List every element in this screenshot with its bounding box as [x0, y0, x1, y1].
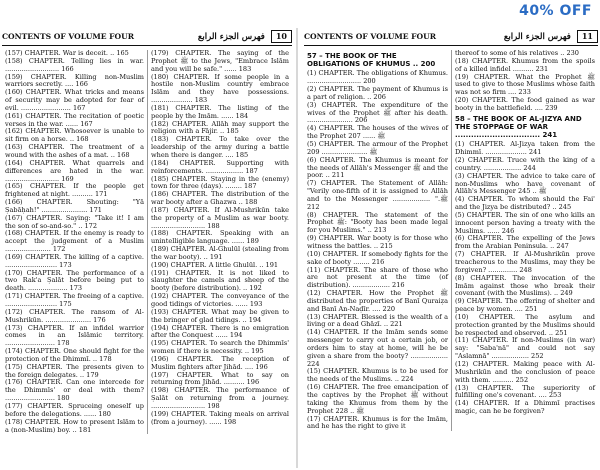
page-number: 11 — [577, 30, 598, 43]
toc-entry: (167) CHAPTER. Saying: "Take it! I am the son of so-and-so." .. 172 — [5, 213, 144, 230]
toc-entry: (18) CHAPTER. Khumus from the spoils of a killed infidel .......... 231 — [455, 56, 595, 73]
toc-entry: (183) CHAPTER. To take over the leadership of the army during a battle when there is danger. .... 185 — [151, 135, 289, 159]
toc-entry: (6) CHAPTER. The Khumus is meant for the needs of Allāh's Messenger ﷺ and the poor. .. 211 — [307, 155, 448, 180]
toc-entry: (10) CHAPTER. The asylum and protection granted by the Muslims should be respected and observed. .. 251 — [455, 312, 595, 337]
toc-entry: (16) CHAPTER. The free emancipation of the captives by the Prophet ﷺ without taking the Khumus from them by the Prophet ﷺ .. 228 — [307, 383, 448, 415]
toc-entry: (5) CHAPTER. The armour of the Prophet ﷺ ...................... 209 — [307, 140, 448, 156]
toc-entry: (170) CHAPTER. The performance of a two Rak'a Ṣalāt before being put to death. ................... 173 — [5, 268, 144, 293]
toc-entry: (185) CHAPTER. Staying in the (enemy) town for three (days). ........ 187 — [151, 174, 289, 191]
toc-entry: thereof to some of his relatives .. 230 — [455, 50, 579, 57]
toc-entry: (11) CHAPTER. If non-Muslims (in war) say: "Saba'nā" and could not say "Aslamnā" .................. 252 — [455, 336, 595, 361]
book-58-entries — [455, 141, 595, 416]
toc-entry: (12) CHAPTER. How the Prophet ﷺ distributed the properties of Banī Quraiẓa and Banī An-Naḍīr. .... 220 — [307, 289, 448, 313]
toc-entry: (196) CHAPTER. The reception of Muslim fighters after Jihād. .... 196 — [151, 354, 289, 371]
page-number: 10 — [271, 30, 292, 43]
toc-entry: (12) CHAPTER. Making peace with Al-Mushrikūn and the conclusion of peace with them. .......... 252 — [455, 359, 595, 384]
book-gutter — [296, 28, 298, 468]
toc-entry: (8) CHAPTER. The statement of the Prophet ﷺ: "Booty has been made legal for you Muslims." .. 213 — [307, 210, 448, 235]
toc-entry: (165) CHAPTER. If the people get frightened at night. .......... 171 — [5, 182, 144, 199]
book-57-entries — [307, 70, 448, 431]
toc-entry: (189) CHAPTER. Al-Ghulūl (stealing from the war booty). .. 191 — [151, 245, 289, 261]
book-57-heading: 57 – THE BOOK OF THE OBLIGATIONS OF KHUMUS .. 200 — [307, 52, 436, 69]
left-page — [2, 28, 292, 468]
toc-entry: (199) CHAPTER. Taking meals on arrival (from a journey). ...... 198 — [151, 409, 289, 426]
discount-badge: 40% OFF — [519, 3, 592, 19]
left-column-1 — [2, 50, 147, 434]
toc-entry: (195) CHAPTER. To search the Dhimmīs' women if there is necessity. .. 195 — [151, 339, 289, 356]
toc-entry: (179) CHAPTER. The saying of the Prophet ﷺ to the Jews, "Embrace Islām and you will be safe." ...... 183 — [151, 50, 289, 73]
right-columns — [304, 50, 598, 431]
toc-entry: (159) CHAPTER. Killing non-Muslim warriors secretly. .... 166 — [5, 72, 144, 89]
toc-entry: (173) CHAPTER. If an infidel warrior comes in an Islāmic territory. ........................ 178 — [5, 323, 144, 348]
toc-entry: (198) CHAPTER. The performance of Ṣalāt on returning from a journey. .......................... 198 — [151, 386, 289, 410]
toc-entry: (160) CHAPTER. What tricks and means of security may be adopted for fear of evil. ........................ 167 — [5, 88, 144, 112]
toc-entry: (187) CHAPTER. If Al-Mushrikūn take the property of a Muslim as war booty. .......................... 188 — [151, 205, 289, 230]
toc-entry: (7) CHAPTER. If Al-Mushrikūn prove treacherous to the Muslims, may they be forgiven? .............. 248 — [455, 250, 595, 274]
right-column-1 — [304, 50, 451, 431]
toc-entry: (177) CHAPTER. Spruceing oneself up before the delegations. ...... 180 — [5, 401, 144, 418]
toc-entry: (157) CHAPTER. War is deceit. .. 165 — [5, 50, 129, 57]
toc-entry: (4) CHAPTER. To whom should the Fai' and the Jizya be distributed? .. 245 — [455, 195, 595, 212]
left-page-header — [2, 28, 292, 46]
left-columns — [2, 50, 292, 434]
toc-entry: (182) CHAPTER. Allāh may support the religion with a Fājir. .. 185 — [151, 119, 289, 136]
left-column-2 — [147, 50, 292, 434]
toc-entry: (192) CHAPTER. The conveyance of the good tidings of victories. ...... 193 — [151, 292, 289, 308]
toc-entry: (11) CHAPTER. The share of those who are not present at the time (of distribution). .................. 216 — [307, 265, 448, 290]
toc-entry: (168) CHAPTER. If the enemy is ready to accept the judgement of a Muslim ...................... 172 — [5, 229, 144, 254]
toc-entry: (197) CHAPTER. What to say on returning from Jihād. .......... 196 — [151, 370, 289, 387]
toc-entry: (3) CHAPTER. The expenditure of the wives of the Prophet ﷺ after his death. ...................... 206 — [307, 100, 448, 125]
toc-entry: (188) CHAPTER. Speaking with an unintelligible language. ...... 189 — [151, 229, 289, 246]
toc-entry: (190) CHAPTER. A little Ghulūl. .. 191 — [151, 260, 279, 269]
toc-entry: (10) CHAPTER. If somebody fights for the sake of booty ........ 216 — [307, 249, 448, 266]
toc-entry: (164) CHAPTER. What quarrels and differences are hated in the war. .......................... 169 — [5, 158, 144, 183]
toc-entry: (4) CHAPTER. The houses of the wives of the Prophet ﷺ ...... 207 — [307, 124, 448, 141]
right-page-header — [304, 28, 598, 46]
toc-entry: (9) CHAPTER. War booty is for those who witness the battles. .. 215 — [307, 234, 448, 250]
toc-entry: (181) CHAPTER. The listing of the people by the Imām. ...... 184 — [151, 103, 289, 120]
toc-entry: (184) CHAPTER. Supporting with reinforcements. .................. 187 — [151, 158, 289, 175]
toc-entry: (13) CHAPTER. The superiority of fulfilling one's covenant. .... 253 — [455, 383, 595, 400]
toc-entry: (15) CHAPTER. Khumus is to be used for the needs of the Muslims. .. 224 — [307, 367, 448, 384]
right-page — [304, 28, 598, 468]
toc-entry: (5) CHAPTER. The sin of one who kills an innocent person having a treaty with the Muslims. ...... 246 — [455, 210, 595, 235]
toc-entry: (19) CHAPTER. What the Prophet ﷺ used to give to those Muslims whose faith was not so firm .... 233 — [455, 72, 595, 97]
toc-entry: (166) CHAPTER. Shouting: "Yā Ṣabāḥah!" ...................... 171 — [5, 198, 144, 214]
toc-entry: (158) CHAPTER. Telling lies in war. .......................... 166 — [5, 56, 144, 73]
toc-entry: (20) CHAPTER. The food gained as war booty in the battlefield. .... 239 — [455, 96, 595, 112]
toc-entry: (9) CHAPTER. The offering of shelter and peace by women. .... 251 — [455, 297, 595, 314]
right-column-2 — [451, 50, 598, 431]
toc-entry: (180) CHAPTER. If some people in a hostile non-Muslim country embrace Islām and they have possessions. .................... 183 — [151, 72, 289, 105]
toc-entry: (163) CHAPTER. The treatment of a wound with the ashes of a mat. .. 168 — [5, 143, 144, 159]
toc-entry: (174) CHAPTER. One should fight for the protection of the Dhimmī. .. 178 — [5, 347, 144, 363]
toc-entry: (178) CHAPTER. How to present Islām to a (non-Muslim) boy. .. 181 — [5, 417, 144, 434]
toc-entry: (193) CHAPTER. What may be given to the bringer of glad tidings. .. 194 — [151, 307, 289, 324]
toc-entry: (175) CHAPTER. The presents given to the foreign delegates. .. 179 — [5, 362, 144, 379]
toc-entry: (14) CHAPTER. If the Imām sends some messenger to carry out a certain job, or orders him to stay at home, will he be given a share from the booty? .................. 224 — [307, 328, 448, 368]
toc-entry: (176) CHAPTER. Can one intercede for the Dhimmīs' or deal with them? ........................ 180 — [5, 378, 144, 403]
toc-entry: (1) CHAPTER. The obligations of Khumus. .......................... 200 — [307, 69, 448, 86]
toc-entry: (6) CHAPTER. The expelling of the Jews from the Arabian Peninsula. .. 247 — [455, 234, 595, 251]
toc-entry: (7) CHAPTER. The Statement of Allāh: "Verily one-fifth of it is assigned to Allāh and to the Messenger ﷺ." .................. 212 — [307, 179, 449, 211]
book-57-entries-cont — [455, 50, 595, 113]
book-58-heading: 58 – THE BOOK OF AL-JIZYA AND THE STOPPAGE OF WAR ................................ 241 — [455, 114, 582, 140]
toc-entry: (172) CHAPTER. The ransom of Al-Mushrikūn. ...................... 176 — [5, 307, 144, 324]
toc-entry: (3) CHAPTER. The advice to take care of non-Muslims who have covenant of Allāh's Messenger ﷺ .. 245 — [455, 171, 595, 196]
header-arabic: فهرس الجزء الرابع — [197, 31, 265, 42]
toc-entry: (2) CHAPTER. Truce with the king of a country. .................. 244 — [455, 156, 595, 172]
toc-entry: (8) CHAPTER. The invocation of the Imām against those who break their covenant (with the Muslims). .. 249 — [455, 273, 595, 298]
toc-entry: (2) CHAPTER. The payment of Khumus is a part of religion. .. 206 — [307, 85, 448, 101]
toc-entry: (13) CHAPTER. Blessed is the wealth of a living or a dead Ghāzī. .. 221 — [307, 312, 448, 329]
header-title: CONTENTS OF VOLUME FOUR — [304, 32, 437, 41]
toc-entry: (171) CHAPTER. The freeing of a captive. ......................... 175 — [5, 292, 144, 308]
toc-entry: (1) CHAPTER. Al-Jizya taken from the Dhimmī. .................... 241 — [455, 140, 595, 157]
toc-entry: (186) CHAPTER. The distribution of the war booty after a Ghazwa .. 188 — [151, 190, 289, 207]
header-title: CONTENTS OF VOLUME FOUR — [2, 32, 135, 41]
toc-entry: (14) CHAPTER. If a Dhimmī practises magic, can he be forgiven? — [455, 399, 595, 416]
toc-entry: (191) CHAPTER. It is not liked to slaughter the camels and sheep of the booty (before distribution). .. 192 — [151, 268, 289, 293]
toc-entry: (162) CHAPTER. Whosoever is unable to sit firm on a horse. .. 168 — [5, 127, 144, 144]
toc-entry: (17) CHAPTER. Khumus is for the Imām, and he has the right to give it — [307, 414, 448, 431]
toc-entry: (169) CHAPTER. The killing of a captive. ......................... 173 — [5, 252, 144, 269]
header-arabic: فهرس الجزء الرابع — [503, 31, 571, 42]
toc-entry: (194) CHAPTER. There is no emigration after the Conquest ...... 194 — [151, 323, 289, 340]
toc-entry: (161) CHAPTER. The recitation of poetic verses in the war. ...... 167 — [5, 111, 144, 128]
